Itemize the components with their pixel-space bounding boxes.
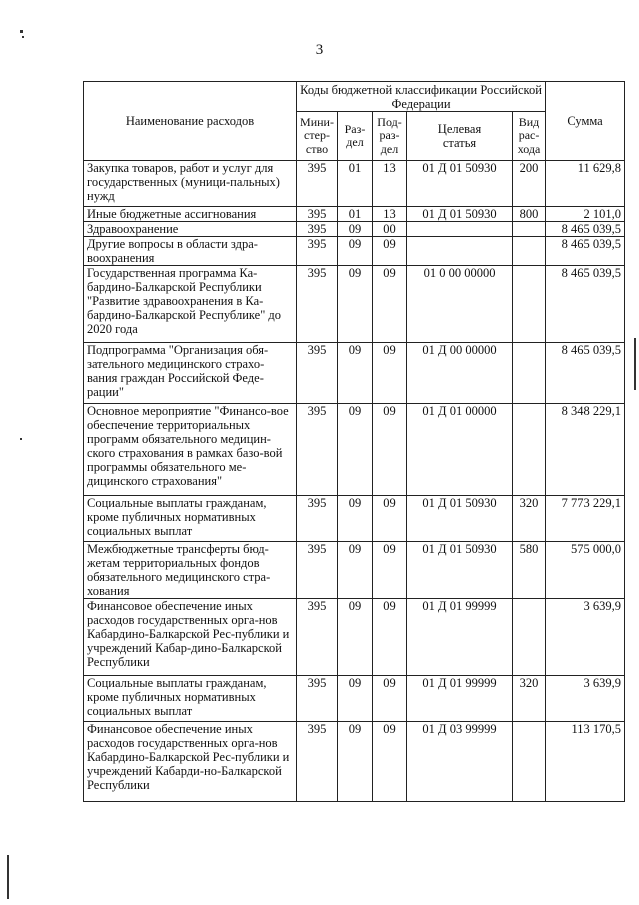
cell-kind: [513, 222, 546, 237]
cell-name: Другие вопросы в области здра-воохранения: [84, 237, 297, 266]
cell-sum: 113 170,5: [546, 722, 625, 802]
cell-kind: [513, 404, 546, 496]
cell-subsection: 09: [373, 496, 407, 542]
cell-ministry: 395: [297, 676, 338, 722]
header-kind: Вид рас- хода: [513, 112, 546, 161]
cell-target: [407, 222, 513, 237]
cell-ministry: 395: [297, 404, 338, 496]
cell-sum: 3 639,9: [546, 676, 625, 722]
cell-section: 01: [338, 161, 373, 207]
cell-kind: 580: [513, 542, 546, 599]
header-section: Раз- дел: [338, 112, 373, 161]
cell-section: 09: [338, 676, 373, 722]
cell-subsection: 00: [373, 222, 407, 237]
cell-ministry: 395: [297, 343, 338, 404]
cell-name: Финансовое обеспечение иных расходов государственных орга-нов Кабардино-Балкарской Рес-публики и учреждений Кабарди-но-Балкарской Республики: [84, 722, 297, 802]
header-name: Наименование расходов: [84, 82, 297, 161]
cell-section: 09: [338, 343, 373, 404]
cell-section: 09: [338, 404, 373, 496]
cell-target: 01 Д 00 00000: [407, 343, 513, 404]
cell-section: 09: [338, 542, 373, 599]
cell-ministry: 395: [297, 222, 338, 237]
cell-sum: 8 465 039,5: [546, 237, 625, 266]
cell-kind: 200: [513, 161, 546, 207]
table-row: [84, 722, 625, 802]
cell-kind: [513, 237, 546, 266]
header-target: Целевая статья: [407, 112, 513, 161]
cell-subsection: 09: [373, 722, 407, 802]
cell-section: 09: [338, 222, 373, 237]
cell-name: Социальные выплаты гражданам, кроме публичных нормативных социальных выплат: [84, 676, 297, 722]
cell-sum: 2 101,0: [546, 207, 625, 222]
cell-section: 09: [338, 722, 373, 802]
table-row: [84, 599, 625, 676]
cell-sum: 8 465 039,5: [546, 343, 625, 404]
cell-ministry: 395: [297, 722, 338, 802]
cell-kind: [513, 722, 546, 802]
cell-ministry: 395: [297, 496, 338, 542]
scan-edge-mark: [634, 338, 636, 390]
cell-section: 09: [338, 496, 373, 542]
cell-name: Финансовое обеспечение иных расходов государственных орга-нов Кабардино-Балкарской Рес-публики и учреждений Кабар-дино-Балкарской Республики: [84, 599, 297, 676]
cell-name: Социальные выплаты гражданам, кроме публичных нормативных социальных выплат: [84, 496, 297, 542]
table-row: [84, 404, 625, 496]
cell-sum: 575 000,0: [546, 542, 625, 599]
cell-ministry: 395: [297, 237, 338, 266]
cell-name: Подпрограмма "Организация обя-зательного медицинского страхо-вания граждан Российской Феде-рации": [84, 343, 297, 404]
scan-edge-mark: [7, 855, 9, 899]
cell-kind: [513, 599, 546, 676]
cell-subsection: 09: [373, 599, 407, 676]
cell-name: Здравоохранение: [84, 222, 297, 237]
cell-name: Межбюджетные трансферты бюд-жетам территориальных фондов обязательного медицинского стра-хования: [84, 542, 297, 599]
table-row: [84, 496, 625, 542]
cell-sum: 8 465 039,5: [546, 266, 625, 343]
table-row: [84, 237, 625, 266]
cell-sum: 11 629,8: [546, 161, 625, 207]
cell-kind: 800: [513, 207, 546, 222]
cell-target: 01 Д 01 00000: [407, 404, 513, 496]
cell-target: 01 Д 01 99999: [407, 599, 513, 676]
page-number: 3: [315, 42, 324, 58]
cell-sum: 7 773 229,1: [546, 496, 625, 542]
table-row: [84, 676, 625, 722]
cell-target: 01 Д 03 99999: [407, 722, 513, 802]
header-codes-group: Коды бюджетной классификации Российской Федерации: [297, 82, 546, 112]
table-row: [84, 542, 625, 599]
cell-section: 09: [338, 599, 373, 676]
cell-target: 01 0 00 00000: [407, 266, 513, 343]
cell-ministry: 395: [297, 542, 338, 599]
budget-table: [83, 81, 625, 802]
cell-target: [407, 237, 513, 266]
cell-subsection: 09: [373, 237, 407, 266]
cell-ministry: 395: [297, 161, 338, 207]
cell-target: 01 Д 01 50930: [407, 161, 513, 207]
scan-speck: [22, 36, 24, 38]
cell-ministry: 395: [297, 599, 338, 676]
cell-kind: [513, 343, 546, 404]
cell-subsection: 13: [373, 161, 407, 207]
cell-name: Государственная программа Ка-бардино-Балкарской Республики "Развитие здравоохранения в Ка-бардино-Балкарской Республике" до 2020 года: [84, 266, 297, 343]
cell-section: 01: [338, 207, 373, 222]
cell-section: 09: [338, 266, 373, 343]
cell-target: 01 Д 01 50930: [407, 542, 513, 599]
table-row: [84, 222, 625, 237]
cell-subsection: 09: [373, 676, 407, 722]
cell-subsection: 09: [373, 542, 407, 599]
cell-subsection: 13: [373, 207, 407, 222]
cell-subsection: 09: [373, 266, 407, 343]
cell-subsection: 09: [373, 343, 407, 404]
scan-speck: [20, 30, 23, 33]
table-row: [84, 266, 625, 343]
scan-speck: [20, 438, 22, 440]
table-row: [84, 161, 625, 207]
header-ministry: Мини- стер- ство: [297, 112, 338, 161]
cell-sum: 3 639,9: [546, 599, 625, 676]
cell-name: Основное мероприятие "Финансо-вое обеспечение территориальных программ обязательного медицин-ского страхования в рамках базо-вой программы обязательного ме-дицинского страхования": [84, 404, 297, 496]
table-row: [84, 343, 625, 404]
cell-subsection: 09: [373, 404, 407, 496]
cell-name: Закупка товаров, работ и услуг для государственных (муници-пальных) нужд: [84, 161, 297, 207]
cell-ministry: 395: [297, 207, 338, 222]
header-subsection: Под- раз- дел: [373, 112, 407, 161]
cell-sum: 8 465 039,5: [546, 222, 625, 237]
cell-target: 01 Д 01 50930: [407, 207, 513, 222]
table-row: [84, 207, 625, 222]
cell-kind: [513, 266, 546, 343]
cell-target: 01 Д 01 50930: [407, 496, 513, 542]
cell-target: 01 Д 01 99999: [407, 676, 513, 722]
cell-name: Иные бюджетные ассигнования: [84, 207, 297, 222]
cell-sum: 8 348 229,1: [546, 404, 625, 496]
cell-section: 09: [338, 237, 373, 266]
cell-kind: 320: [513, 496, 546, 542]
cell-ministry: 395: [297, 266, 338, 343]
header-sum: Сумма: [546, 82, 625, 161]
cell-kind: 320: [513, 676, 546, 722]
